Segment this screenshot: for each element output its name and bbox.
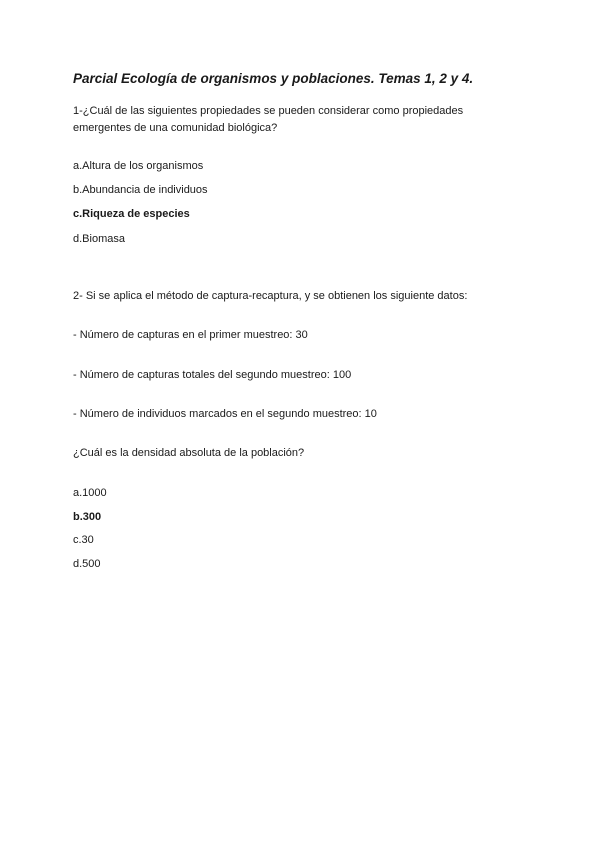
question-2-data-line-1: - Número de capturas en el primer muestreo: 30 — [73, 329, 308, 341]
question-2-data-line-3: - Número de individuos marcados en el segundo muestreo: 10 — [73, 408, 377, 420]
question-1-line-2: emergentes de una comunidad biológica? — [73, 122, 278, 134]
document-title: Parcial Ecología de organismos y poblaciones. Temas 1, 2 y 4. — [73, 71, 474, 86]
question-1-line-1: 1-¿Cuál de las siguientes propiedades se pueden considerar como propiedades — [73, 105, 464, 117]
question-1-option-b: b.Abundancia de individuos — [73, 184, 208, 196]
question-2-option-c: c.30 — [73, 534, 94, 546]
question-2-intro: 2- Si se aplica el método de captura-recaptura, y se obtienen los siguiente datos: — [73, 290, 468, 302]
question-2-option-d: d.500 — [73, 558, 101, 570]
question-2-option-a: a.1000 — [73, 487, 107, 499]
question-1-option-d: d.Biomasa — [73, 233, 125, 245]
question-2-prompt: ¿Cuál es la densidad absoluta de la población? — [73, 447, 305, 459]
question-1-option-a: a.Altura de los organismos — [73, 160, 204, 172]
question-2-data-line-2: - Número de capturas totales del segundo muestreo: 100 — [73, 369, 352, 381]
question-2-option-b-correct: b.300 — [73, 511, 102, 523]
question-1-option-c-correct: c.Riqueza de especies — [73, 208, 190, 220]
